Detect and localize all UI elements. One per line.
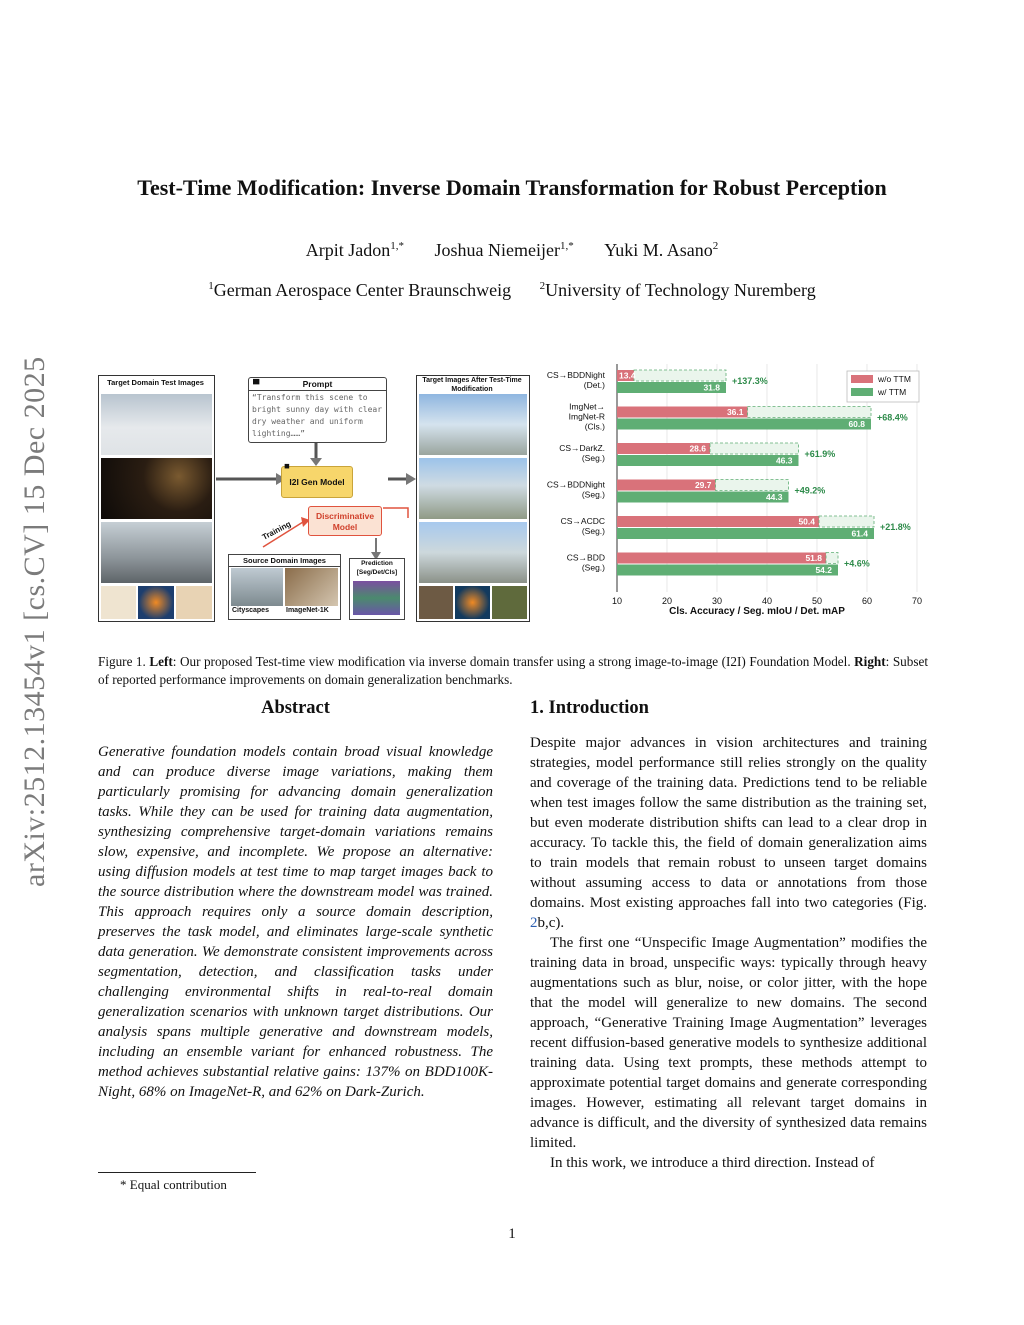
discriminative-model-box: Discriminative Model bbox=[308, 506, 382, 536]
fish-photo bbox=[455, 586, 490, 619]
category-label: ImgNet→ bbox=[569, 401, 605, 412]
bar-wo-ttm-label: 29.7 bbox=[694, 480, 712, 490]
gen-model-label: I2I Gen Model bbox=[289, 477, 345, 487]
bar-w-ttm-label: 61.4 bbox=[851, 528, 868, 539]
gain-region bbox=[819, 516, 874, 527]
cityscapes-photo bbox=[231, 568, 283, 606]
category-label: (Det.) bbox=[583, 380, 605, 390]
author: Joshua Niemeijer$^{1,*}$ bbox=[434, 240, 574, 260]
x-tick-label: 70 bbox=[911, 596, 923, 606]
caption-right-text: : Subset of reported performance improvements on domain generalization benchmarks. bbox=[98, 654, 928, 687]
gain-region bbox=[710, 443, 799, 454]
figure-caption bbox=[98, 653, 928, 689]
bar-wo-ttm-label: 28.6 bbox=[689, 443, 706, 454]
prompt-text: “Transform this scene to bright sunny day with clear dry weather and uniform lighting……” bbox=[252, 393, 383, 438]
gain-region bbox=[826, 553, 838, 564]
caption-right-bold: Right bbox=[854, 654, 886, 669]
gain-region bbox=[716, 480, 789, 491]
gain-label: +21.8% bbox=[880, 522, 911, 532]
introduction-heading: 1. Introduction bbox=[530, 698, 649, 718]
x-tick-label: 10 bbox=[611, 596, 623, 606]
gain-label: +137.3% bbox=[732, 376, 768, 386]
affiliation: $^1$German Aerospace Center Braunschweig bbox=[208, 280, 512, 300]
prompt-label: Prompt bbox=[249, 378, 386, 391]
figure-left-diagram bbox=[98, 362, 528, 622]
training-label: Training bbox=[260, 519, 293, 542]
category-label: ImgNet-R bbox=[568, 411, 605, 422]
category-label: CS→BDDNight bbox=[546, 370, 605, 380]
category-label: (Seg.) bbox=[581, 526, 605, 536]
abstract-heading: Abstract bbox=[261, 698, 330, 718]
x-axis-label: Cls. Accuracy / Seg. mIoU / Det. mAP bbox=[669, 606, 845, 617]
prompt-box bbox=[248, 377, 387, 443]
footnote: * Equal contribution bbox=[120, 1177, 227, 1192]
x-tick-label: 30 bbox=[711, 596, 723, 606]
bar-w-ttm-label: 60.8 bbox=[848, 419, 865, 429]
category-label: CS→DarkZ. bbox=[559, 443, 605, 453]
target-domain-label: Target Domain Test Images bbox=[100, 378, 211, 387]
author-list bbox=[0, 240, 1024, 261]
bar-wo-ttm-label: 50.4 bbox=[798, 516, 815, 527]
figure-reference-link[interactable]: 2 bbox=[530, 915, 538, 931]
source-domain-label: Source Domain Images bbox=[229, 555, 340, 567]
bar-wo-ttm bbox=[617, 553, 826, 564]
gain-region bbox=[748, 407, 872, 418]
monitor-icon: ▀ bbox=[253, 379, 260, 389]
category-label: (Cls.) bbox=[584, 421, 605, 432]
introduction-text bbox=[530, 733, 927, 1173]
i2i-gen-model-box bbox=[281, 466, 353, 498]
bird-photo bbox=[492, 586, 527, 619]
prediction-label: Prediction [Seg/Det/Cls] bbox=[356, 560, 398, 576]
source-domain-images bbox=[228, 554, 341, 620]
gain-label: +61.9% bbox=[804, 449, 836, 459]
prediction-box bbox=[349, 558, 405, 620]
imagenet-label: ImageNet-1K bbox=[286, 607, 329, 614]
x-tick-label: 40 bbox=[761, 596, 773, 606]
x-tick-label: 60 bbox=[861, 596, 873, 606]
paper-title: Test-Time Modification: Inverse Domain Transformation for Robust Perception bbox=[137, 175, 887, 200]
category-label: (Seg.) bbox=[581, 453, 605, 463]
bar-wo-ttm bbox=[617, 516, 819, 527]
caption-left-bold: Left bbox=[149, 654, 173, 669]
clear-street-photo bbox=[419, 522, 527, 583]
cityscapes-label: Cityscapes bbox=[232, 607, 269, 614]
intro-paragraph-1: Despite major advances in vision architectures and training strategies, model performance still relies strongly on the quality and coverage of the training data. Predictions tend to be reliable when test images follow the same distribution as the training set, but even moderate distribution shifts can lead to a clear drop in accuracy. To tackle this, the field of domain generalization aims to train models that remain robust to unseen target domains without assuming access to data or annotations from those domains. Most existing approaches fall into two categories (Fig. 2b,c). bbox=[530, 735, 927, 931]
arxiv-sidebar-id: arXiv:2512.13454v1 [cs.CV] 15 Dec 2025 bbox=[18, 356, 51, 887]
modified-target-images bbox=[416, 375, 530, 622]
affiliation-list bbox=[0, 280, 1024, 301]
bar-w-ttm-label: 44.3 bbox=[765, 492, 783, 502]
affiliation: $^2$University of Technology Nuremberg bbox=[539, 280, 816, 300]
gain-label: +4.6% bbox=[844, 558, 870, 569]
intro-paragraph-3: In this work, we introduce a third direction. Instead of bbox=[550, 1155, 875, 1171]
author: Yuki M. Asano$^2$ bbox=[604, 240, 719, 260]
gain-label: +49.2% bbox=[794, 485, 826, 496]
category-label: CS→BDD bbox=[566, 552, 605, 563]
legend-label: w/o TTM bbox=[878, 374, 911, 384]
category-label: CS→BDDNight bbox=[546, 479, 605, 490]
performance-bar-chart bbox=[535, 360, 930, 622]
legend-swatch bbox=[851, 375, 873, 383]
author: Arpit Jadon$^{1,*}$ bbox=[305, 240, 404, 260]
legend-label: w/ TTM bbox=[878, 387, 907, 397]
bar-wo-ttm-label: 13.4 bbox=[619, 370, 636, 381]
segmentation-photo bbox=[353, 581, 400, 615]
day-street-photo bbox=[419, 458, 527, 519]
dog-photo bbox=[419, 586, 453, 619]
caption-left-text: : Our proposed Test-time view modification via inverse domain transfer using a strong image-to-image (I2I) Foundation Model. bbox=[172, 654, 855, 669]
bar-w-ttm bbox=[617, 492, 789, 503]
bar-wo-ttm-label: 51.8 bbox=[805, 553, 822, 563]
legend-swatch bbox=[851, 388, 873, 396]
x-tick-label: 50 bbox=[811, 596, 823, 606]
camera-icon: ◼ bbox=[284, 463, 290, 470]
x-tick-label: 20 bbox=[661, 596, 673, 606]
gain-label: +68.4% bbox=[877, 412, 908, 423]
abstract-text: Generative foundation models contain broad visual knowledge and can produce diverse image variations, making them particularly promising for advancing domain generalization tasks. While they can be used for training data augmentation, synthesizing comprehensive target-domain variations remains slow, expensive, and incomplete. We propose an alternative: using diffusion models at test time to map target images back to the source distribution where the downstream model was trained. This approach requires only a source domain description, preserves the task model, and eliminates large-scale synthetic data generation. We demonstrate consistent improvements across segmentation, detection, and classification tasks under challenging environmental shifts in real-to-real domain generalization scenarios with unknown target distributions. Our analysis spans multiple generative and downstream models, including an ensemble variant for enhanced robustness. The method achieves substantial relative gains: 137% on BDD100K-Night, 68% on ImageNet-R, and 62% on Dark-Zurich. bbox=[98, 744, 493, 1100]
category-label: (Seg.) bbox=[581, 562, 605, 573]
category-label: (Seg.) bbox=[581, 489, 605, 500]
bar-w-ttm bbox=[617, 455, 799, 466]
bar-w-ttm bbox=[617, 528, 874, 539]
bar-wo-ttm-label: 36.1 bbox=[726, 407, 744, 417]
category-label: CS→ACDC bbox=[560, 516, 605, 526]
sunny-street-photo bbox=[419, 394, 527, 455]
caption-prefix: Figure 1. bbox=[98, 654, 150, 669]
bar-w-ttm bbox=[617, 565, 838, 576]
bar-w-ttm bbox=[617, 419, 871, 430]
imagenet-photo bbox=[285, 568, 338, 606]
page-number: 1 bbox=[508, 1226, 516, 1242]
bar-w-ttm-label: 54.2 bbox=[815, 565, 832, 575]
bar-w-ttm-label: 46.3 bbox=[775, 455, 793, 466]
intro-paragraph-2: The first one “Unspecific Image Augmentation” modifies the training data in broad, unspecific ways: typically through heavy augmentations such as blur, noise, or color jitter, with the hope that the model will generalize to new domains. The second approach, “Generative Training Image Augmentation” leverages recent diffusion-based generative models to synthesize additional training data. Using text prompts, these methods attempt to approximate potential target domains and generate corresponding images. However, estimating all relevant target domains in advance is difficult, and the diversity of synthesized data remains limited. bbox=[530, 935, 927, 1151]
after-ttm-label: Target Images After Test-Time Modification bbox=[418, 376, 526, 394]
bar-w-ttm-label: 31.8 bbox=[703, 382, 720, 393]
gain-region bbox=[634, 370, 726, 381]
footnote-rule bbox=[98, 1172, 256, 1173]
